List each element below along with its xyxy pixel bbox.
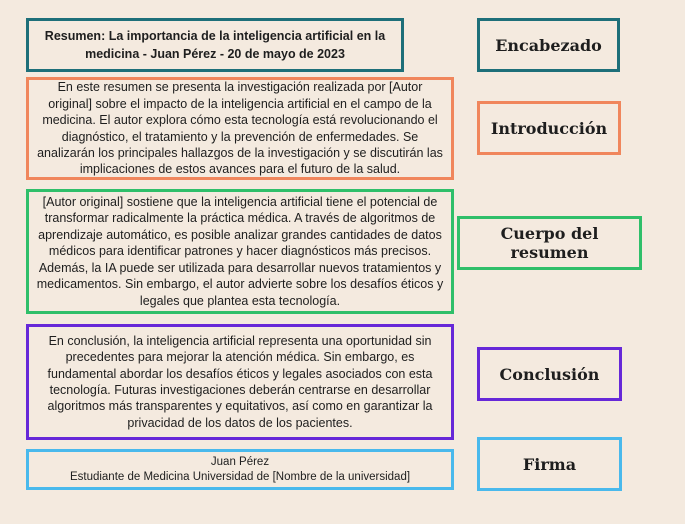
label-body-box bbox=[457, 216, 642, 270]
label-conclusion-box bbox=[477, 347, 622, 401]
signature-affiliation: Estudiante de Medicina Universidad de [Nombre de la universidad] bbox=[69, 470, 411, 483]
conclusion-box bbox=[26, 324, 454, 440]
label-signature: Firma bbox=[522, 454, 577, 474]
signature-content bbox=[64, 455, 416, 485]
label-signature-box bbox=[477, 437, 622, 491]
signature-name: Juan Pérez bbox=[210, 455, 270, 468]
label-header-box bbox=[477, 18, 620, 72]
header-box bbox=[26, 18, 404, 72]
label-introduction: Introducción bbox=[490, 118, 608, 138]
label-conclusion: Conclusión bbox=[499, 364, 600, 384]
introduction-text: En este resumen se presenta la investigación realizada por [Autor original] sobre el impacto de la inteligencia artificial en el campo de la medicina. El autor explora cómo esta tecnología está revolucionando el diagnóstico, el tratamiento y la prevención de enfermedades. Se analizarán los principales hallazgos de la investigación y se discutirán las implicaciones de estos avances para el futuro de la salud. bbox=[37, 80, 443, 177]
body-text: [Autor original] sostiene que la inteligencia artificial tiene el potencial de transformar radicalmente la práctica médica. A través de algoritmos de aprendizaje automático, es posible analizar grandes cantidades de datos médicos para identificar patrones y hacer diagnósticos más precisos. Además, la IA puede ser utilizada para desarrollar nuevos tratamientos y medicamentos. Sin embargo, el autor advierte sobre los desafíos éticos y legales que plantea esta tecnología. bbox=[36, 195, 444, 308]
label-introduction-box bbox=[477, 101, 621, 155]
introduction-box bbox=[26, 77, 454, 180]
header-text: Resumen: La importancia de la inteligencia artificial en la medicina - Juan Pérez - 20 de mayo de 2023 bbox=[44, 29, 386, 61]
signature-box bbox=[26, 449, 454, 490]
label-body: Cuerpo del resumen bbox=[500, 224, 599, 262]
label-header: Encabezado bbox=[495, 35, 602, 55]
conclusion-text: En conclusión, la inteligencia artificial representa una oportunidad sin precedentes para mejorar la atención médica. Sin embargo, es fundamental abordar los desafíos éticos y legales asociados con esta tecnología. Futuras investigaciones deberán centrarse en desarrollar algoritmos más transparentes y equitativos, así como en garantizar la privacidad de los datos de los pacientes. bbox=[47, 333, 433, 430]
body-box bbox=[26, 189, 454, 314]
